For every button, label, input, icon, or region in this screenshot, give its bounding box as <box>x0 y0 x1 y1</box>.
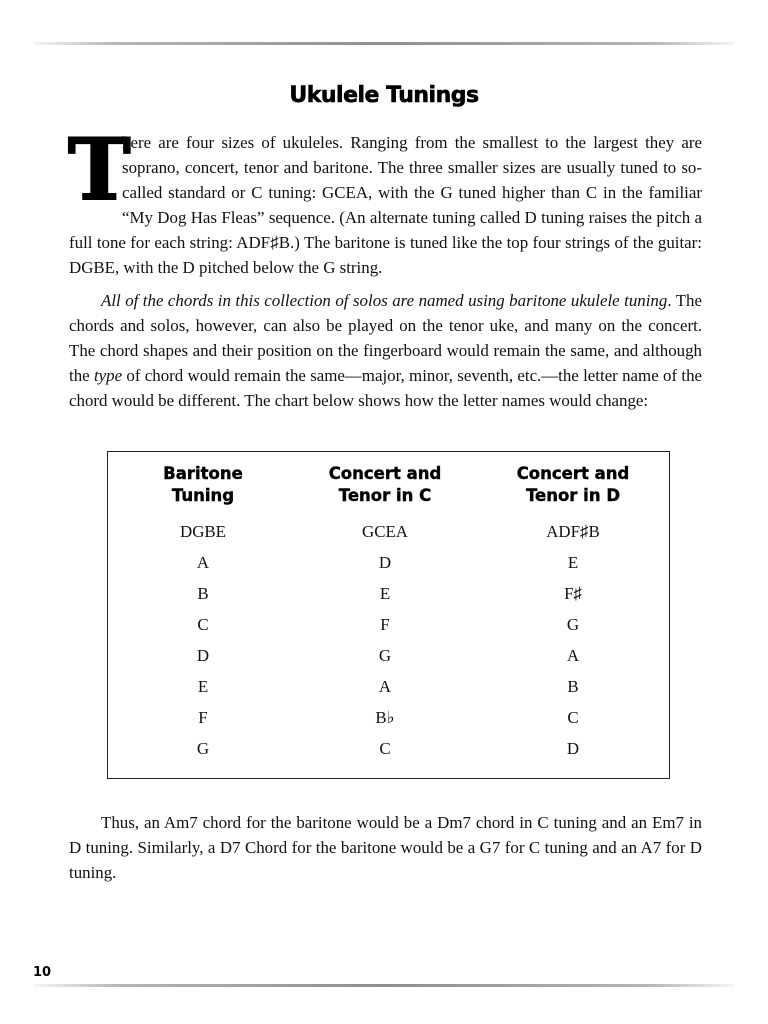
tuning-cell: E <box>567 553 579 572</box>
tuning-cell: F♯ <box>564 584 582 603</box>
tuning-cell: C <box>379 739 391 758</box>
type-emphasis: type <box>93 365 123 385</box>
tuning-cell: A <box>378 677 392 696</box>
baritone-naming-paragraph <box>69 289 702 414</box>
column-header-line: Baritone <box>163 464 243 483</box>
column-header-line: Tenor in C <box>338 486 432 505</box>
tuning-cell: GCEA <box>362 522 408 541</box>
baritone-naming-text-1: . The chords and solos, however, can also be played on the tenor uke, and many on the concert. The chord shapes and their position on the fingerboard would remain the same, and although the <box>69 291 702 385</box>
bottom-divider-rule <box>34 984 734 987</box>
tuning-cell: C <box>197 615 209 634</box>
top-divider-rule <box>34 42 734 45</box>
tuning-cell: A <box>566 646 580 665</box>
tuning-cell: E <box>197 677 209 696</box>
tuning-cell: B <box>567 677 579 696</box>
tuning-cell: G <box>378 646 392 665</box>
tuning-cell: B♭ <box>375 708 395 727</box>
baritone-naming-lead: All of the chords in this collection of solos are named using baritone ukulele tuning <box>101 291 668 310</box>
tuning-cell: F <box>380 615 390 634</box>
column-header-line: Tuning <box>171 486 235 505</box>
tuning-chart <box>107 451 670 779</box>
column-header <box>290 463 480 513</box>
tuning-cell: ADF♯B <box>546 522 600 541</box>
column-header-line: Tenor in D <box>525 486 621 505</box>
tuning-cell: A <box>196 553 210 572</box>
tuning-cell: DGBE <box>180 522 226 541</box>
tuning-cell: G <box>196 739 210 758</box>
tuning-column-baritone <box>108 452 298 764</box>
tuning-cell: D <box>566 739 580 758</box>
page-number: 10 <box>33 965 52 980</box>
drop-cap-letter: T <box>68 120 131 219</box>
tuning-cell: F <box>198 708 208 727</box>
tuning-cell: C <box>567 708 579 727</box>
intro-paragraph-text: here are four sizes of ukuleles. Ranging from the smallest to the largest they are soprano, concert, tenor and baritone. The three smaller sizes are usually tuned to so-called standard or C tuning: GCEA, with the G tuned higher than C in the familiar “My Dog Has Fleas” sequence. (An alternate tuning called D tuning raises the pitch a full tone for each string: ADF♯B.) The baritone is tuned like the top four strings of the guitar: DGBE, with the D pitched below the G string. <box>69 133 702 277</box>
tuning-cell: D <box>196 646 210 665</box>
tuning-cell: B <box>197 584 209 603</box>
page-title: Ukulele Tunings <box>289 83 479 108</box>
intro-paragraph <box>68 120 702 280</box>
tuning-cell: D <box>378 553 392 572</box>
tuning-cell: G <box>566 615 580 634</box>
column-header <box>108 463 298 513</box>
closing-paragraph: Thus, an Am7 chord for the baritone would be a Dm7 chord in C tuning and an Em7 in D tuning. Similarly, a D7 Chord for the baritone would be a G7 for C tuning and an A7 for D tuning. <box>69 813 702 882</box>
tuning-column-d <box>478 452 668 764</box>
tuning-column-c <box>290 452 480 764</box>
tuning-cell: E <box>379 584 391 603</box>
column-header-line: Concert and <box>516 464 630 483</box>
column-header-line: Concert and <box>328 464 442 483</box>
column-header <box>478 463 668 513</box>
baritone-naming-text-2: of chord would remain the same—major, minor, seventh, etc.—the letter name of the chord would be different. The chart below shows how the letter names would change: <box>69 365 703 410</box>
